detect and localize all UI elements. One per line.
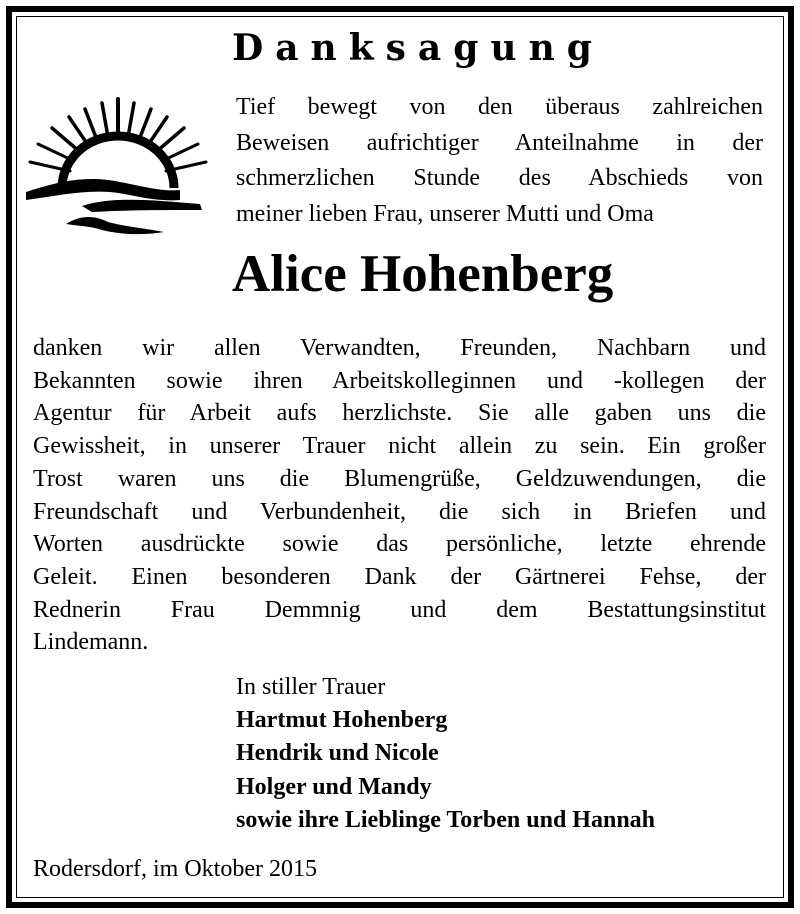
signoff-intro: In stiller Trauer bbox=[236, 674, 386, 700]
body-line: Trost waren uns die Blumengrüße, Geldzuwendungen, die bbox=[33, 465, 766, 492]
body-line: Freundschaft und Verbundenheit, die sich in Briefen und bbox=[33, 498, 766, 525]
place-date: Rodersdorf, im Oktober 2015 bbox=[33, 856, 317, 882]
signoff-block bbox=[236, 671, 655, 837]
deceased-name: Alice Hohenberg bbox=[232, 245, 614, 303]
signer-name: sowie ihre Lieblinge Torben und Hannah bbox=[236, 806, 656, 833]
body-line: Rednerin Frau Demmnig und dem Bestattungsinstitut bbox=[33, 596, 766, 623]
body-line: Gewissheit, in unserer Trauer nicht allein zu sein. Ein großer bbox=[33, 433, 766, 460]
body-line: danken wir allen Verwandten, Freunden, Nachbarn und bbox=[33, 335, 766, 361]
intro-line: schmerzlichen Stunde des Abschieds von bbox=[236, 165, 763, 192]
body-line: Geleit. Einen besonderen Dank der Gärtnerei Fehse, der bbox=[33, 563, 766, 590]
intro-line: Beweisen aufrichtiger Anteilnahme in der bbox=[236, 129, 763, 156]
signer-name: Hartmut Hohenberg bbox=[236, 707, 448, 734]
body-line: Agentur für Arbeit aufs herzlichste. Sie alle gaben uns die bbox=[33, 400, 766, 427]
intro-line: Tief bewegt von den überaus zahlreichen bbox=[236, 94, 763, 120]
body-line: Bekannten sowie ihren Arbeitskolleginnen und -kollegen der bbox=[33, 367, 766, 394]
intro-line: meiner lieben Frau, unserer Mutti und Oma bbox=[236, 201, 654, 228]
body-line: Worten ausdrückte sowie das persönliche, letzte ehrende bbox=[33, 531, 766, 558]
body-paragraph bbox=[33, 332, 766, 659]
sunrise-over-hills-icon bbox=[22, 92, 214, 242]
signer-name: Holger und Mandy bbox=[236, 773, 432, 800]
intro-paragraph bbox=[236, 90, 763, 233]
body-line: Lindemann. bbox=[33, 629, 149, 656]
signer-name: Hendrik und Nicole bbox=[236, 740, 439, 767]
notice-heading: Danksagung bbox=[232, 27, 604, 69]
